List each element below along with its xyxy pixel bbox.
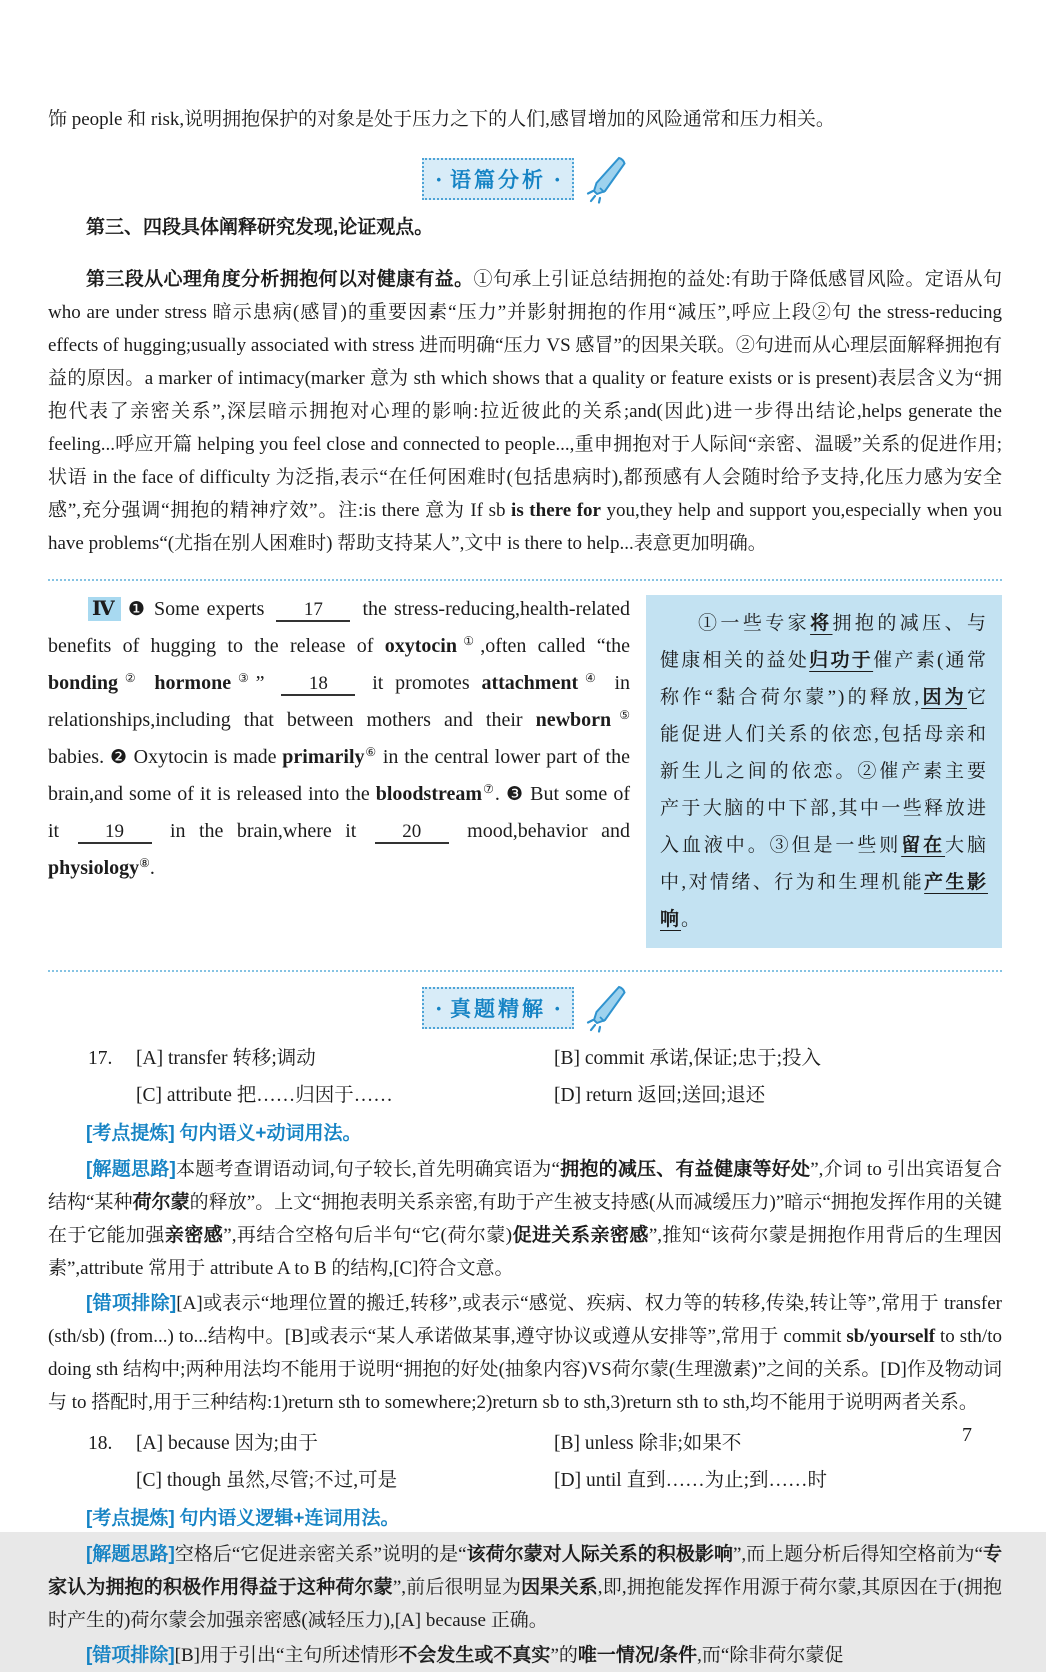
key-point-label: [考点提炼] [86, 1508, 175, 1529]
key-point-text: 句内语义逻辑+连词用法。 [179, 1508, 400, 1529]
elimination-label: [错项排除] [86, 1293, 177, 1314]
option-key: [C] [136, 1085, 162, 1106]
q18-elimination [48, 1639, 1002, 1672]
discourse-analysis-badge [422, 158, 573, 200]
key-point-text: 句内语义+动词用法。 [179, 1123, 362, 1144]
analysis-paragraph: 第三段从心理角度分析拥抱何以对健康有益。①句承上引证总结拥抱的益处:有助于降低感冒风险。定语从句 who are under stress 暗示患病(感冒)的重要因素“压力”并影射拥抱的作用“减压”,呼应上段②句 the stress-reducing effects of hugging;usually associated with stress 进而明确“压力 VS 感冒”的因果关联。②句进而从心理层面解释拥抱有益的原因。a marker of intimacy(marker 意为 sth which shows that a quality or feature exists or is present)表层含义为“拥抱代表了亲密关系”,深层暗示拥抱对心理的影响:拉近彼此的关系;and(因此)进一步得出结论,helps generate the feeling...呼应开篇 helping you feel close and connected to people...,重申拥抱对于人际间“亲密、温暖”关系的促进作用;状语 in the face of difficulty 为泛指,表示“在任何困难时(包括患病时),都预感有人会随时给予支持,化压力感为安全感”,充分强调“拥抱的精神疗效”。注:is there 意为 If sb is there for you,they help and support you,especially when you have problems“(尤指在别人困难时) 帮助支持某人”,文中 is there to help...表意更加明确。 [48, 269, 1002, 554]
option-key: [B] [554, 1048, 580, 1069]
question-18-number: 18. [88, 1433, 113, 1454]
pen-icon [584, 984, 628, 1032]
option-D [554, 1462, 1002, 1499]
key-point-label: [考点提炼] [86, 1123, 175, 1144]
elimination-label: [错项排除] [86, 1645, 175, 1666]
badge-dot-right: • [555, 171, 560, 187]
q17-elimination [48, 1287, 1002, 1419]
page-number: 7 [962, 1424, 972, 1446]
option-text: until 直到……为止;到……时 [585, 1470, 827, 1491]
exam-analysis-header [48, 984, 1002, 1032]
dotted-divider-bottom [48, 970, 1002, 972]
option-C [136, 1462, 554, 1499]
q18-key-point [48, 1502, 1002, 1535]
option-B [554, 1040, 1002, 1077]
badge-dot-left: • [436, 1000, 441, 1016]
question-17-options [48, 1040, 1002, 1114]
elimination-text: [B]用于引出“主句所述情形不会发生或不真实”的唯一情况/条件,而“除非荷尔蒙促 [174, 1645, 844, 1666]
option-text: because 因为;由于 [167, 1433, 318, 1454]
discourse-analysis-badge-label: 语篇分析 [450, 169, 546, 192]
q17-solution [48, 1153, 1002, 1285]
badge-dot-left: • [436, 171, 441, 187]
option-row [48, 1040, 1002, 1077]
solution-label: [解题思路] [86, 1159, 176, 1180]
question-18-options [48, 1425, 1002, 1499]
exam-analysis-badge-label: 真题精解 [450, 998, 546, 1021]
badge-dot-right: • [555, 1000, 560, 1016]
option-key: [C] [136, 1470, 162, 1491]
discourse-analysis-header [48, 155, 1002, 203]
option-key: [D] [554, 1470, 582, 1491]
intro-paragraph: 饰 people 和 risk,说明拥抱保护的对象是处于压力之下的人们,感冒增加的风险通常和压力相关。 [48, 109, 835, 130]
pen-icon [584, 155, 628, 203]
option-C [136, 1077, 554, 1114]
q17-key-point [48, 1117, 1002, 1150]
option-D [554, 1077, 1002, 1114]
question-number-spacer [88, 1077, 136, 1114]
option-key: [A] [136, 1048, 164, 1069]
solution-text: 空格后“它促进亲密关系”说明的是“该荷尔蒙对人际关系的积极影响”,而上题分析后得知空格前为“专家认为拥抱的积极作用得益于这种荷尔蒙”,前后很明显为因果关系,即,拥抱能发挥作用源于荷尔蒙,其原因在于(拥抱时产生的)荷尔蒙会加强亲密感(减轻压力),[A] because 正确。 [48, 1544, 1002, 1631]
option-text: return 返回;送回;退还 [585, 1085, 766, 1106]
option-text: attribute 把……归因于…… [166, 1085, 393, 1106]
elimination-text: [A]或表示“地理位置的搬迁,转移”,或表示“感觉、疾病、权力等的转移,传染,转让等”,常用于 transfer (sth/sb) (from...) to...结构中。[B]或表示“某人承诺做某事,遵守协议或遵从安排等”,常用于 commit sb/yourself to sth/to doing sth 结构中;两种用法均不能用于说明“拥抱的好处(抽象内容)VS荷尔蒙(生理激素)”之间的关系。[D]作及物动词与 to 搭配时,用于三种结构:1)return sth to somewhere;2)return sb to sth,3)return sth to sth,均不能用于说明两者关系。 [48, 1293, 1002, 1413]
question-17-number: 17. [88, 1048, 113, 1069]
option-A [136, 1040, 554, 1077]
q18-solution [48, 1538, 1002, 1637]
chinese-translation-box: ①一些专家将拥抱的减压、与健康相关的益处归功于催产素(通常称作“黏合荷尔蒙”)的释放,因为它能促进人们关系的依恋,包括母亲和新生儿之间的依恋。②催产素主要产于大脑的中下部,其中一些释放进入血液中。③但是一些则留在大脑中,对情绪、行为和生理机能产生影响。 [646, 595, 1002, 948]
option-B [554, 1425, 1002, 1462]
option-key: [A] [136, 1433, 164, 1454]
english-passage: Ⅳ ❶ Some experts 17 the stress-reducing,health-related benefits of hugging to the release of oxytocin①,often called “the bonding② hormone③” 18 it promotes attachment④ in relationships,including that between mothers and their newborn⑤ babies. ❷ Oxytocin is made primarily⑥ in the central lower part of the brain,and some of it is released into the bloodstream⑦. ❸ But some of it 19 in the brain,where it 20 mood,behavior and physiology⑧. [48, 598, 631, 879]
option-text: though 虽然,尽管;不过,可是 [166, 1470, 398, 1491]
cloze-passage-section [48, 581, 1002, 960]
option-key: [D] [554, 1085, 582, 1106]
solution-text: 本题考查谓语动词,句子较长,首先明确宾语为“拥抱的减压、有益健康等好处”,介词 to 引出宾语复合结构“某种荷尔蒙的释放”。上文“拥抱表明关系亲密,有助于产生被支持感(从而减缓压力)”暗示“拥抱发挥作用的关键在于它能加强亲密感”,再结合空格句后半句“它(荷尔蒙)促进关系亲密感”,推知“该荷尔蒙是拥抱作用背后的生理因素”,attribute 常用于 attribute A to B 的结构,[C]符合文意。 [48, 1159, 1003, 1279]
option-row [48, 1077, 1002, 1114]
exam-analysis-badge [422, 987, 573, 1029]
option-text: commit 承诺,保证;忠于;投入 [584, 1048, 822, 1069]
option-A [136, 1425, 554, 1462]
solution-label: [解题思路] [86, 1544, 175, 1565]
option-row [48, 1425, 1002, 1462]
option-text: transfer 转移;调动 [167, 1048, 316, 1069]
analysis-lead: 第三、四段具体阐释研究发现,论证观点。 [86, 217, 434, 238]
option-text: unless 除非;如果不 [584, 1433, 742, 1454]
option-key: [B] [554, 1433, 580, 1454]
question-number-spacer [88, 1462, 136, 1499]
option-row [48, 1462, 1002, 1499]
